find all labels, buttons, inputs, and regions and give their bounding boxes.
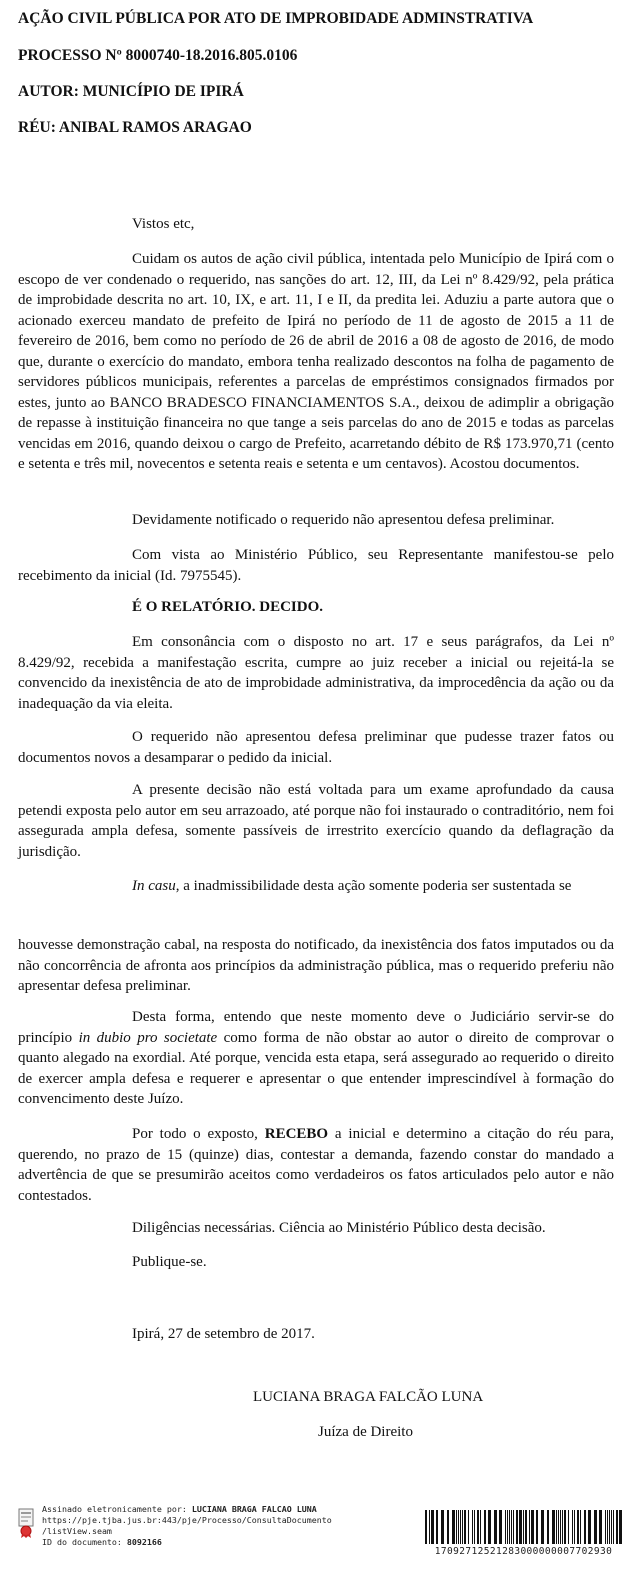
barcode-bar <box>529 1510 530 1544</box>
barcode-bar <box>564 1510 566 1544</box>
barcode-bar <box>562 1510 563 1544</box>
barcode-bar <box>547 1510 549 1544</box>
paragraph-notification: Devidamente notificado o requerido não apresentou defesa preliminar. <box>132 512 555 528</box>
barcode-bar <box>531 1510 534 1544</box>
barcode-bar <box>447 1510 449 1544</box>
barcode-bar <box>541 1510 544 1544</box>
barcode-bar <box>607 1510 608 1544</box>
barcode-bar <box>560 1510 561 1544</box>
barcode-bar <box>511 1510 512 1544</box>
barcode-bar <box>599 1510 602 1544</box>
barcode-bar <box>513 1510 514 1544</box>
barcode-bar <box>468 1510 469 1544</box>
in-casu-text: , a inadmissibilidade desta ação somente poderia ser sustentada se <box>175 878 572 894</box>
process-number: PROCESSO Nº 8000740-18.2016.805.0106 <box>18 47 298 64</box>
barcode-bar <box>609 1510 610 1544</box>
paragraph-in-casu <box>18 876 614 897</box>
principle-text-b: como forma de não obstar ao autor o direito de comprovar o quanto alegado na exordial. Até porque, vencida esta etapa, será assegurado ao requerido o direito de exercer ampla defesa e requerer e apresentar o que entender imprescindível à formação do convencimento deste Juízo. <box>18 1029 614 1107</box>
barcode-bar <box>523 1510 524 1544</box>
paragraph-facts: Cuidam os autos de ação civil pública, intentada pelo Município de Ipirá com o escopo de ver condenado o requerido, nas sanções do art. 12, III, da Lei nº 8.429/92, pela prática de improbidade descrita no art. 10, IX, e art. 11, I e II, da predita lei. Aduziu a parte autora que o acionado exerceu mandato de prefeito de Ipirá no período de 11 de agosto de 2015 a 11 de fevereiro de 2016, bem como no período de 26 de abril de 2016 a 08 de agosto de 2016, de modo que, durante o exercício do mandato, embora tenha realizado descontos na folha de pagamento de servidores públicos municipais, referentes a parcelas de empréstimos consignados firmados por estes, junto ao BANCO BRADESCO FINANCIAMENTOS S.A., deixou de adimplir a obrigação de repasse à instituição financeira no que tange a seis parcelas do ano de 2015 e todas as parcelas vencidas em 2016, quando deixou o cargo de Prefeito, acarretando débito de R$ 173.970,71 (cento e setenta e três mil, novecentos e setenta reais e setenta e um centavos). Acostou documentos. <box>18 251 614 472</box>
document-seal-icon <box>18 1508 34 1538</box>
barcode-bar <box>577 1510 579 1544</box>
barcode-bar <box>499 1510 502 1544</box>
signer-name: LUCIANA BRAGA FALCÃO LUNA <box>253 1389 484 1405</box>
barcode-bar <box>556 1510 557 1544</box>
barcode-bar <box>462 1510 463 1544</box>
vistos-line: Vistos etc, <box>132 216 195 232</box>
barcode-bar <box>572 1510 573 1544</box>
barcode-bar <box>472 1510 473 1544</box>
case-type-heading: AÇÃO CIVIL PÚBLICA POR ATO DE IMPROBIDADE ADMINSTRATIVA <box>18 10 534 27</box>
document-id: 8092166 <box>126 1537 162 1547</box>
paragraph-principle <box>18 1007 614 1110</box>
barcode-bar <box>464 1510 466 1544</box>
barcode-bar <box>429 1510 430 1544</box>
barcode-bar <box>494 1510 497 1544</box>
barcode-bar <box>594 1510 597 1544</box>
barcode-bar <box>441 1510 444 1544</box>
barcode-bar <box>536 1510 538 1544</box>
barcode-bar <box>516 1510 518 1544</box>
barcode-number: 17092712521283000000007702930 <box>434 1546 613 1557</box>
barcode-bar <box>436 1510 438 1544</box>
document-url[interactable]: https://pje.tjba.jus.br:443/pje/Processo/ConsultaDocumento <box>42 1515 332 1525</box>
barcode-bar <box>456 1510 457 1544</box>
barcode-bar <box>519 1510 522 1544</box>
date-line: Ipirá, 27 de setembro de 2017. <box>132 1326 315 1342</box>
barcode-bar <box>588 1510 591 1544</box>
signed-by-label: Assinado eletronicamente por: <box>42 1504 192 1514</box>
paragraph-legal-basis: Em consonância com o disposto no art. 17 e seus parágrafos, da Lei nº 8.429/92, recebida a manifestação escrita, cumpre ao juiz receber a inicial ou rejeitá-la se convencido da inexistência de ato de improbidade administrativa, da improcedência da ação ou da inadequação da via eleita. <box>18 634 614 712</box>
plaintiff: AUTOR: MUNICÍPIO DE IPIRÁ <box>18 83 244 100</box>
barcode-bar <box>611 1510 612 1544</box>
barcode-bar <box>477 1510 479 1544</box>
barcode-bar <box>507 1510 508 1544</box>
defendant: RÉU: ANIBAL RAMOS ARAGAO <box>18 119 252 136</box>
principle-italic: in dubio pro societate <box>78 1029 218 1046</box>
barcode-bar <box>431 1510 434 1544</box>
barcode-bar <box>480 1510 481 1544</box>
principle-text-a: Desta forma, entendo que neste momento deve o Judiciário servir-se do princípio <box>18 1009 614 1046</box>
paragraph-no-defense: O requerido não apresentou defesa preliminar que pudesse trazer fatos ou documentos novos a desamparar o pedido da inicial. <box>18 729 614 766</box>
document-id-label: ID do documento: <box>42 1537 127 1547</box>
decision-text-a: Por todo o exposto, <box>132 1126 265 1142</box>
signed-by-name: LUCIANA BRAGA FALCAO LUNA <box>191 1504 317 1514</box>
signature-info <box>42 1504 332 1548</box>
barcode-bar <box>525 1510 527 1544</box>
barcode-bar <box>580 1510 581 1544</box>
barcode-bar <box>425 1510 427 1544</box>
barcode-bar <box>484 1510 486 1544</box>
barcode-bar <box>605 1510 606 1544</box>
barcode <box>425 1510 622 1544</box>
signature-footer <box>0 1488 635 1582</box>
paragraph-diligences: Diligências necessárias. Ciência ao Ministério Público desta decisão. <box>132 1220 546 1236</box>
decision-bold: RECEBO <box>264 1126 329 1142</box>
paragraph-continuation: houvesse demonstração cabal, na resposta do notificado, da inexistência dos fatos imputados ou da não concorrência de afronta aos princípios da administração pública, mas o requerido preferiu não apresentar defesa preliminar. <box>18 937 614 994</box>
barcode-bar <box>619 1510 622 1544</box>
barcode-bar <box>460 1510 461 1544</box>
barcode-bar <box>574 1510 575 1544</box>
barcode-bar <box>558 1510 559 1544</box>
barcode-bar <box>568 1510 569 1544</box>
barcode-bar <box>505 1510 506 1544</box>
in-casu-italic: In casu <box>132 878 176 894</box>
paragraph-decision <box>18 1124 614 1206</box>
barcode-bar <box>552 1510 555 1544</box>
paragraph-publish: Publique-se. <box>132 1254 207 1270</box>
barcode-bar <box>509 1510 510 1544</box>
barcode-bar <box>474 1510 475 1544</box>
barcode-bar <box>458 1510 459 1544</box>
barcode-bar <box>613 1510 614 1544</box>
document-url-continuation: /listView.seam <box>42 1526 112 1536</box>
signer-role: Juíza de Direito <box>318 1424 413 1440</box>
decision-text-b: a inicial e determino a citação do réu para, querendo, no prazo de 15 (quinze) dias, contestar a demanda, fazendo constar do mandado a advertência de que se presumirão aceitos como verdadeiros os fatos articulados pelo autor e não contestados. <box>18 1126 614 1204</box>
paragraph-ministry: Com vista ao Ministério Público, seu Representante manifestou-se pelo recebimento da inicial (Id. 7975545). <box>18 547 614 584</box>
report-heading: É O RELATÓRIO. DECIDO. <box>132 599 324 615</box>
barcode-bar <box>584 1510 586 1544</box>
barcode-bar <box>488 1510 491 1544</box>
barcode-bar <box>452 1510 455 1544</box>
barcode-bar <box>616 1510 618 1544</box>
paragraph-scope: A presente decisão não está voltada para um exame aprofundado da causa petendi exposta pelo autor em seu arrazoado, até porque não foi instaurado o contraditório, nem foi assegurada ampla defesa, somente passíveis de irrestrito exercício quando da deflagração da jurisdição. <box>18 782 614 860</box>
